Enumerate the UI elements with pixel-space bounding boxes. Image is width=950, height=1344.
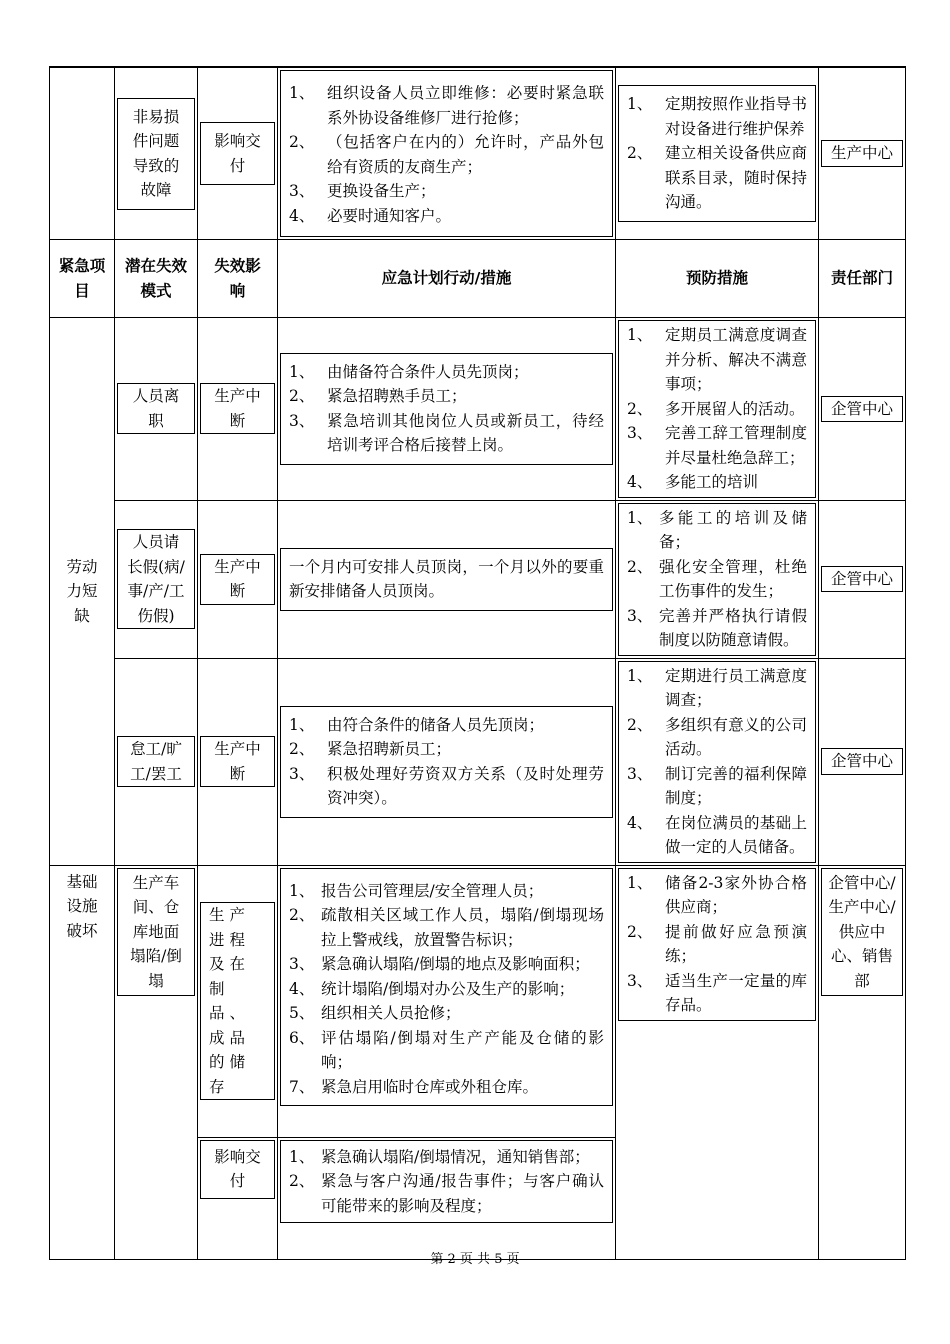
list-item: 2、 疏散相关区域工作人员，塌陷/倒塌现场拉上警戒线，放置警告标识；	[289, 906, 604, 949]
list-item: 4、 统计塌陷/倒塌对办公及生产的影响；	[289, 979, 575, 998]
prevention-cell	[618, 868, 816, 1021]
list-item: 6、 评估塌陷/倒塌对生产产能及仓储的影响；	[289, 1028, 604, 1071]
header-mode: 潜在失效模式	[125, 257, 188, 300]
prevention-cell	[618, 320, 816, 498]
list-item: 2、 紧急招聘新员工；	[289, 740, 452, 758]
list-item: 2、 紧急招聘熟手员工；	[289, 387, 467, 406]
failure-mode-cell: 生产车间、仓库地面塌陷/倒塌	[117, 868, 195, 997]
table-row	[50, 865, 906, 1137]
header-prevention: 预防措施	[616, 240, 819, 318]
list-item: 3、 制订完善的福利保障制度；	[627, 764, 807, 807]
failure-effect-cell: 生产中断	[200, 383, 275, 434]
table-row	[50, 500, 906, 658]
prevention-cell	[618, 503, 816, 656]
actions-cell	[280, 706, 613, 818]
list-item: 4、 多能工的培训	[627, 473, 759, 491]
list-item: 1、 多能工的培训及储备；	[627, 508, 807, 551]
failure-mode-cell: 怠工/旷工/罢工	[117, 736, 195, 787]
header-actions: 应急计划行动/措施	[278, 240, 616, 318]
list-item: 3、 积极处理好劳资双方关系（及时处理劳资冲突）。	[289, 764, 604, 807]
page-footer: 第 2 页 共 5 页	[430, 1252, 520, 1267]
list-item: 1、 紧急确认塌陷/倒塌情况，通知销售部；	[289, 1147, 590, 1166]
list-item: 3、 紧急培训其他岗位人员或新员工，待经培训考评合格后接替上岗。	[289, 411, 604, 455]
dept-cell: 企管中心	[821, 396, 903, 423]
list-item: 2、 建立相关设备供应商联系目录，随时保持沟通。	[627, 144, 807, 212]
list-item: 4、 必要时通知客户。	[289, 206, 452, 225]
list-item: 5、 组织相关人员抢修；	[289, 1004, 461, 1022]
failure-mode-cell: 非易损件问题导致的故障	[117, 98, 195, 210]
header-dept: 责任部门	[819, 240, 906, 318]
table-row	[50, 67, 906, 240]
list-item: 3、 适当生产一定量的库存品。	[627, 971, 807, 1014]
list-item: 1、 储备2-3家外协合格供应商；	[627, 873, 807, 916]
table-row	[50, 658, 906, 865]
list-item: 1、 定期按照作业指导书对设备进行维护保养	[627, 95, 807, 138]
dept-cell: 企管中心	[821, 566, 903, 593]
list-item: 1、 定期员工满意度调查并分析、解决不满意事项；	[627, 326, 807, 393]
actions-cell	[280, 1140, 613, 1224]
actions-cell	[280, 353, 613, 465]
failure-effect-cell: 影响交付	[200, 1140, 275, 1199]
list-item: 2、 多开展留人的活动。	[627, 399, 805, 418]
dept-cell: 企管中心/生产中心/供应中心、销售部	[821, 868, 903, 997]
list-item: 2、 强化安全管理，杜绝工伤事件的发生；	[627, 557, 807, 600]
failure-mode-cell: 人员离职	[117, 383, 195, 434]
list-item: 1、 由符合条件的储备人员先顶岗；	[289, 715, 545, 734]
actions-cell	[280, 70, 613, 237]
list-item: 1、 报告公司管理层/安全管理人员；	[289, 881, 544, 900]
header-row	[50, 240, 906, 318]
failure-effect-cell: 影响交付	[200, 122, 275, 185]
list-item: 3、 紧急确认塌陷/倒塌的地点及影响面积；	[289, 955, 590, 973]
dept-cell: 企管中心	[821, 748, 903, 775]
list-item: 2、 （包括客户在内的）允许时，产品外包给有资质的友商生产；	[289, 133, 604, 176]
list-item: 4、 在岗位满员的基础上做一定的人员储备。	[627, 813, 807, 856]
actions-cell	[280, 868, 613, 1107]
list-item: 1、 定期进行员工满意度调查；	[627, 666, 807, 709]
actions-cell: 一个月内可安排人员顶岗，一个月以外的要重新安排储备人员顶岗。	[280, 548, 613, 611]
table-row	[50, 318, 906, 501]
list-item: 2、 紧急与客户沟通/报告事件；与客户确认可能带来的影响及程度；	[289, 1172, 604, 1215]
list-item: 1、 由储备符合条件人员先顶岗；	[289, 362, 529, 381]
list-item: 3、 完善并严格执行请假制度以防随意请假。	[627, 606, 807, 649]
prevention-cell	[618, 661, 816, 863]
item-cell-empty	[50, 67, 115, 240]
list-item: 3、 完善工辞工管理制度并尽量杜绝急辞工；	[627, 424, 807, 467]
header-item: 紧急项目	[58, 257, 106, 300]
list-item: 2、 多组织有意义的公司活动。	[627, 715, 807, 758]
list-item: 2、 提前做好应急预演练；	[627, 922, 807, 965]
failure-mode-cell: 人员请长假(病/事/产/工伤假)	[117, 529, 195, 629]
failure-effect-cell: 生产进程及在制品、成品的储存	[200, 902, 275, 1100]
item-labor-shortage: 劳动力短缺	[66, 557, 98, 625]
failure-effect-cell: 生产中断	[200, 554, 275, 605]
failure-effect-cell: 生产中断	[200, 736, 275, 787]
list-item: 1、 组织设备人员立即维修：必要时紧急联系外协设备维修厂进行抢修；	[289, 84, 604, 127]
item-infrastructure: 基础设施破坏	[66, 872, 98, 940]
list-item: 7、 紧急启用临时仓库或外租仓库。	[289, 1077, 539, 1096]
header-effect: 失效影响	[214, 257, 261, 300]
emergency-plan-table	[49, 66, 906, 1260]
prevention-cell	[618, 85, 816, 222]
list-item: 3、 更换设备生产；	[289, 182, 436, 200]
dept-cell: 生产中心	[821, 140, 903, 167]
